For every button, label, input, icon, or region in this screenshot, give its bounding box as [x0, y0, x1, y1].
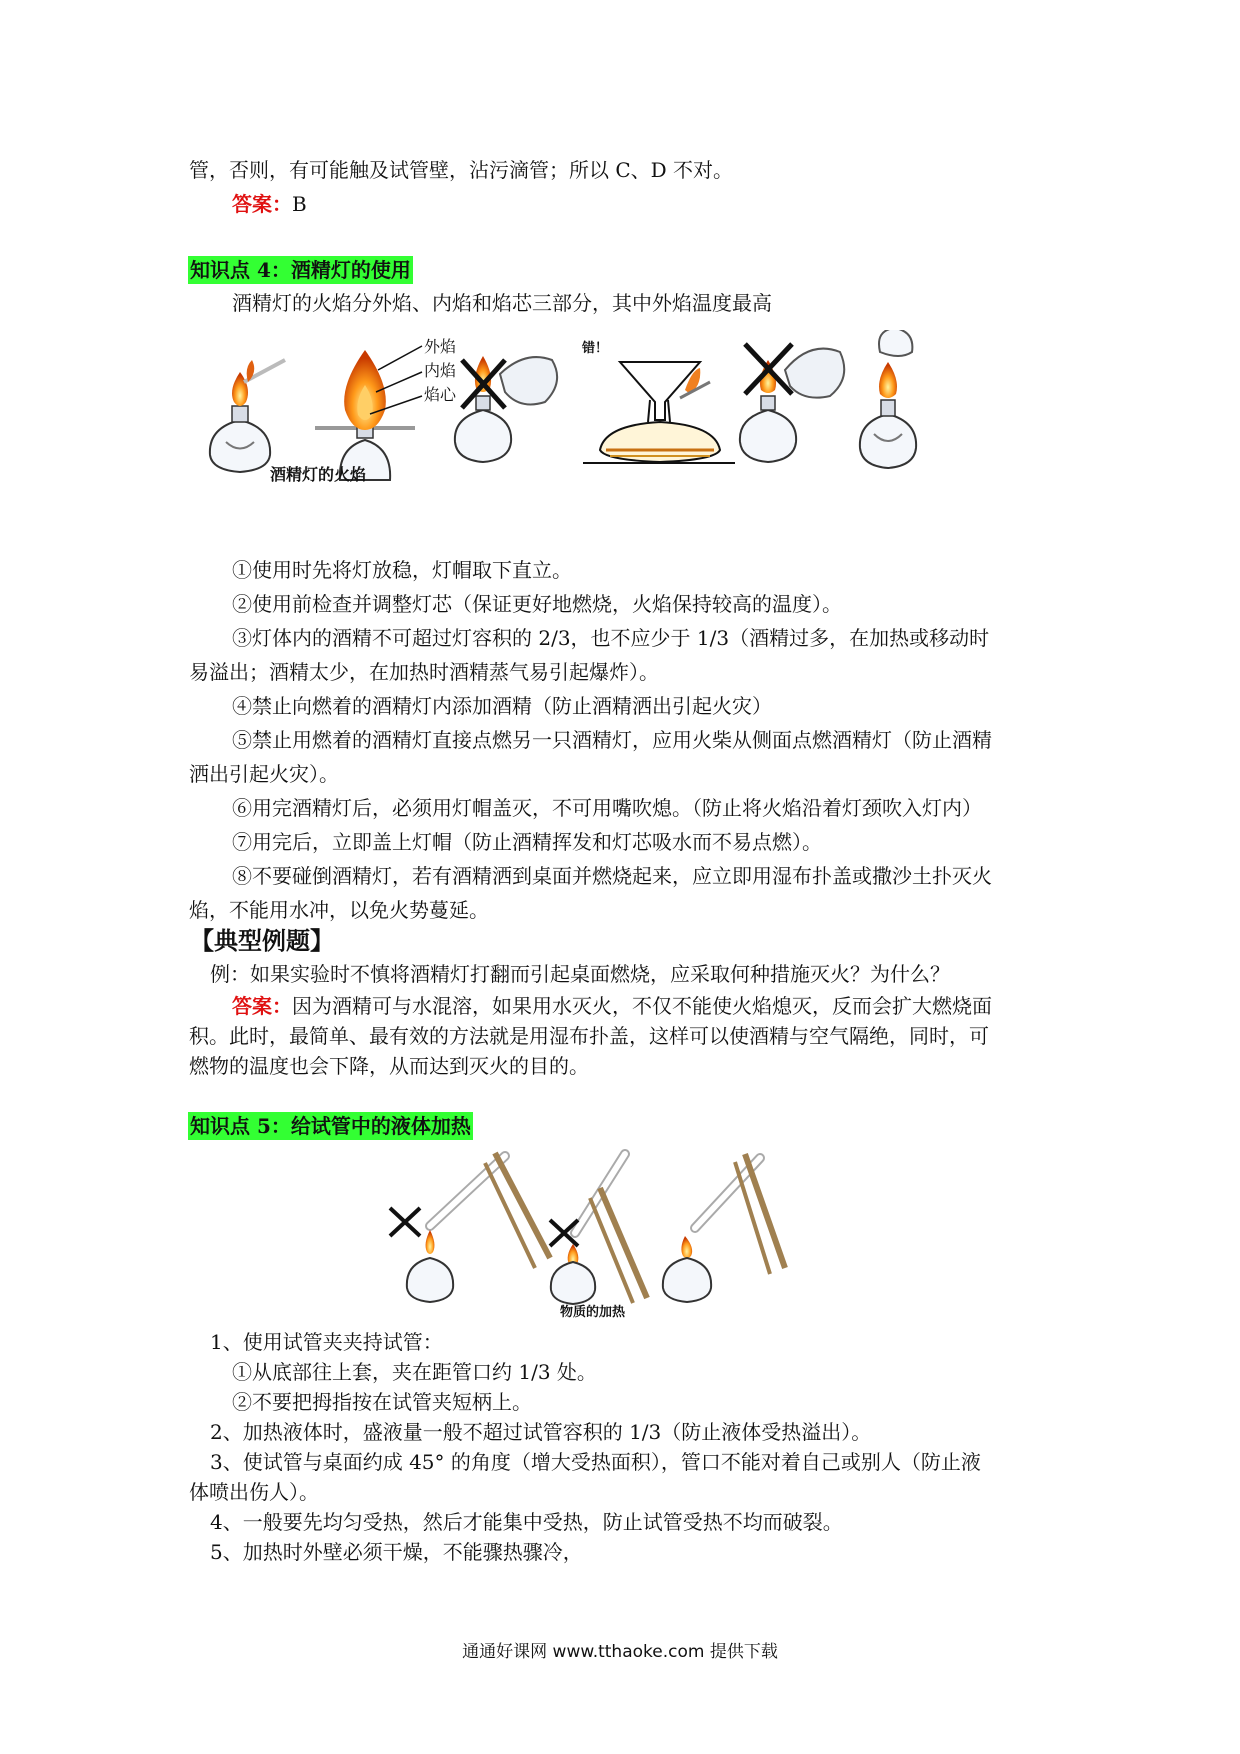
rule-item: 体喷出伤人）。: [189, 1480, 319, 1504]
warning-mark: 错！: [582, 341, 609, 356]
text-line: 管，否则，有可能触及试管壁，沾污滴管；所以 C、D 不对。: [189, 158, 734, 182]
section-intro: 酒精灯的火焰分外焰、内焰和焰芯三部分，其中外焰温度最高: [232, 291, 772, 315]
rule-item: ⑥用完酒精灯后，必须用灯帽盖灭，不可用嘴吹熄。（防止将火焰沿着灯颈吹入灯内）: [232, 796, 982, 820]
example-answer: [232, 992, 992, 1020]
rule-item: 1、使用试管夹夹持试管：: [210, 1330, 443, 1354]
rule-item: ③灯体内的酒精不可超过灯容积的 2/3，也不应少于 1/3（酒精过多，在加热或移动时: [232, 626, 990, 650]
rule-item: ⑧不要碰倒酒精灯，若有酒精洒到桌面并燃烧起来，应立即用湿布扑盖或撒沙土扑灭火: [232, 864, 992, 888]
alcohol-lamp-figure: [200, 330, 1100, 550]
wrong-extinguish-icon: [740, 344, 844, 462]
answer-text: 燃物的温度也会下降，从而达到灭火的目的。: [189, 1054, 589, 1078]
rule-item: 3、使试管与桌面约成 45° 的角度（增大受热面积），管口不能对着自己或别人（防止液: [210, 1450, 981, 1474]
answer-text: 积。此时，最简单、最有效的方法就是用湿布扑盖，这样可以使酒精与空气隔绝，同时，可: [189, 1024, 989, 1048]
rule-item: 洒出引起火灾）。: [189, 762, 339, 786]
answer-value: B: [292, 192, 307, 216]
figure-caption: 酒精灯的火焰: [270, 465, 367, 484]
rule-item: ⑤禁止用燃着的酒精灯直接点燃另一只酒精灯，应用火柴从侧面点燃酒精灯（防止酒精: [232, 728, 992, 752]
rule-item: ②不要把拇指按在试管夹短柄上。: [232, 1390, 532, 1414]
answer-label: 答案：: [232, 994, 292, 1018]
wrong-lighting-icon: [455, 356, 557, 462]
section-title-4: 知识点 4：酒精灯的使用: [190, 258, 411, 282]
rule-item: 4、一般要先均匀受热，然后才能集中受热，防止试管受热不均而破裂。: [210, 1510, 843, 1534]
example-heading: 【典型例题】: [190, 926, 334, 955]
rule-item: ①使用时先将灯放稳，灯帽取下直立。: [232, 558, 572, 582]
cap-lamp-icon: [860, 330, 916, 468]
answer-text: 因为酒精可与水混溶，如果用水灭火，不仅不能使火焰熄灭，反而会扩大燃烧面: [292, 994, 992, 1018]
rule-item: 5、加热时外壁必须干燥，不能骤热骤冷，: [210, 1540, 583, 1564]
rule-item: 焰，不能用水冲，以免火势蔓延。: [189, 898, 489, 922]
answer-label: 答案：: [232, 192, 292, 216]
example-question: 例：如果实验时不慎将酒精灯打翻而引起桌面燃烧，应采取何种措施灭火？为什么？: [210, 962, 950, 986]
refill-warning-icon: [581, 340, 735, 463]
rule-item: ⑦用完后，立即盖上灯帽（防止酒精挥发和灯芯吸水而不易点燃）。: [232, 830, 822, 854]
flame-label-core: 焰心: [424, 385, 457, 404]
test-tube-heating-figure: [385, 1148, 845, 1323]
flame-structure-icon: [315, 337, 457, 480]
rule-item: ①从底部往上套，夹在距管口约 1/3 处。: [232, 1360, 597, 1384]
figure-caption: 物质的加热: [560, 1305, 626, 1320]
lamp-lit-icon: [210, 360, 285, 472]
rule-item: 易溢出；酒精太少，在加热时酒精蒸气易引起爆炸）。: [189, 660, 659, 684]
page-footer: 通通好课网 www.tthaoke.com 提供下载: [462, 1642, 778, 1662]
rule-item: ②使用前检查并调整灯芯（保证更好地燃烧，火焰保持较高的温度）。: [232, 592, 842, 616]
flame-label-inner: 内焰: [424, 361, 457, 380]
flame-label-outer: 外焰: [424, 337, 457, 356]
rule-item: 2、加热液体时，盛液量一般不超过试管容积的 1/3（防止液体受热溢出）。: [210, 1420, 872, 1444]
section-title-5: 知识点 5：给试管中的液体加热: [190, 1114, 471, 1138]
rule-item: ④禁止向燃着的酒精灯内添加酒精（防止酒精洒出引起火灾）: [232, 694, 772, 718]
answer-line: [232, 190, 307, 218]
